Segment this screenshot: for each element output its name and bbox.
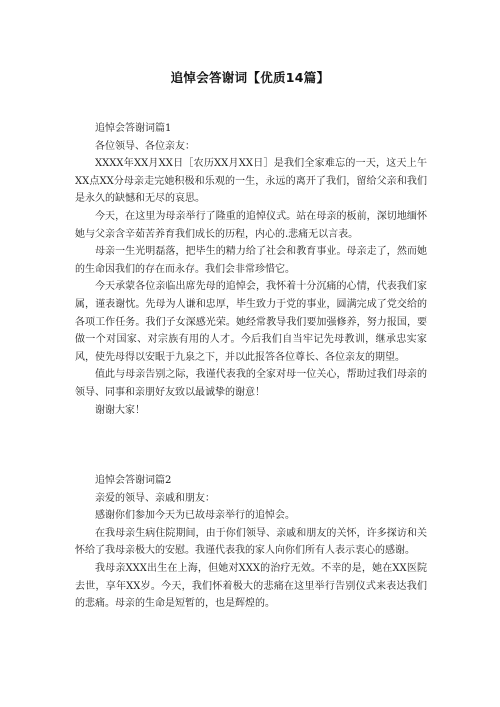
section-1-paragraph-4: 今天承蒙各位亲临出席先母的追悼会，我怀着十分沉痛的心情，代表我们家属，谨表谢忱。先母为人谦和忠厚，毕生致力于党的事业，圆满完成了党交给的各项工作任务。我们子女深感光荣。她经常教导我们要加强修养，努力报国，要做一个对国家、对宗族有用的人才。今后我们自当牢记先母教训，继承忠实家风，使先母得以安眠于九泉之下，并以此报答各位尊长、各位亲友的期望。: [75, 281, 427, 363]
section-1-paragraph-2: 今天，在这里为母亲举行了隆重的追悼仪式。站在母亲的板前，深切地缅怀她与父亲含辛茹苦养育我们成长的历程，内心的.悲痛无以言表。: [75, 210, 427, 240]
section-1-paragraph-5: 值此与母亲告别之际，我谨代表我的全家对母一位关心，帮助过我们母亲的领导、同事和亲朋好友致以最诚挚的谢意！: [75, 369, 427, 398]
section-2-heading: 追悼会答谢词篇2: [95, 475, 172, 486]
section-1: [75, 120, 427, 419]
section-1-salutation: 各位领导、各位亲友：: [95, 140, 195, 152]
section-2-paragraph-1: 感谢你们参加今天为已故母亲举行的追悼会。: [95, 510, 295, 522]
section-2-paragraph-3: 我母亲XXX出生在上海，但她对XXX的治疗无效。不幸的是，她在XX医院去世，享年XX岁。今天，我们怀着极大的悲痛在这里举行告别仪式来表达我们的悲痛。母亲的生命是短暂的，也是辉煌的。: [75, 562, 427, 610]
section-2-salutation: 亲爱的领导、亲戚和朋友：: [95, 492, 215, 504]
section-1-heading: 追悼会答谢词篇1: [95, 123, 172, 134]
section-1-paragraph-3: 母亲一生光明磊落，把毕生的精力给了社会和教育事业。母亲走了，然而她的生命因我们的存在而永存。我们会非常珍惜它。: [75, 246, 427, 275]
section-1-closing: 谢谢大家！: [95, 404, 145, 416]
section-2-paragraph-2: 在我母亲生病住院期间，由于你们领导、亲戚和朋友的关怀，许多探访和关怀给了我母亲极大的安慰。我谨代表我的家人向你们所有人表示衷心的感谢。: [75, 527, 427, 557]
section-2: [75, 472, 427, 613]
document-title: 追悼会答谢词【优质14篇】: [170, 70, 330, 85]
section-1-paragraph-1: XXXX年XX月XX日［农历XX月XX日］是我们全家难忘的一天，这天上午XX点XX分母亲走完她积极和乐观的一生，永远的离开了我们，留给父亲和我们是永久的缺憾和无尽的哀思。: [75, 158, 427, 205]
